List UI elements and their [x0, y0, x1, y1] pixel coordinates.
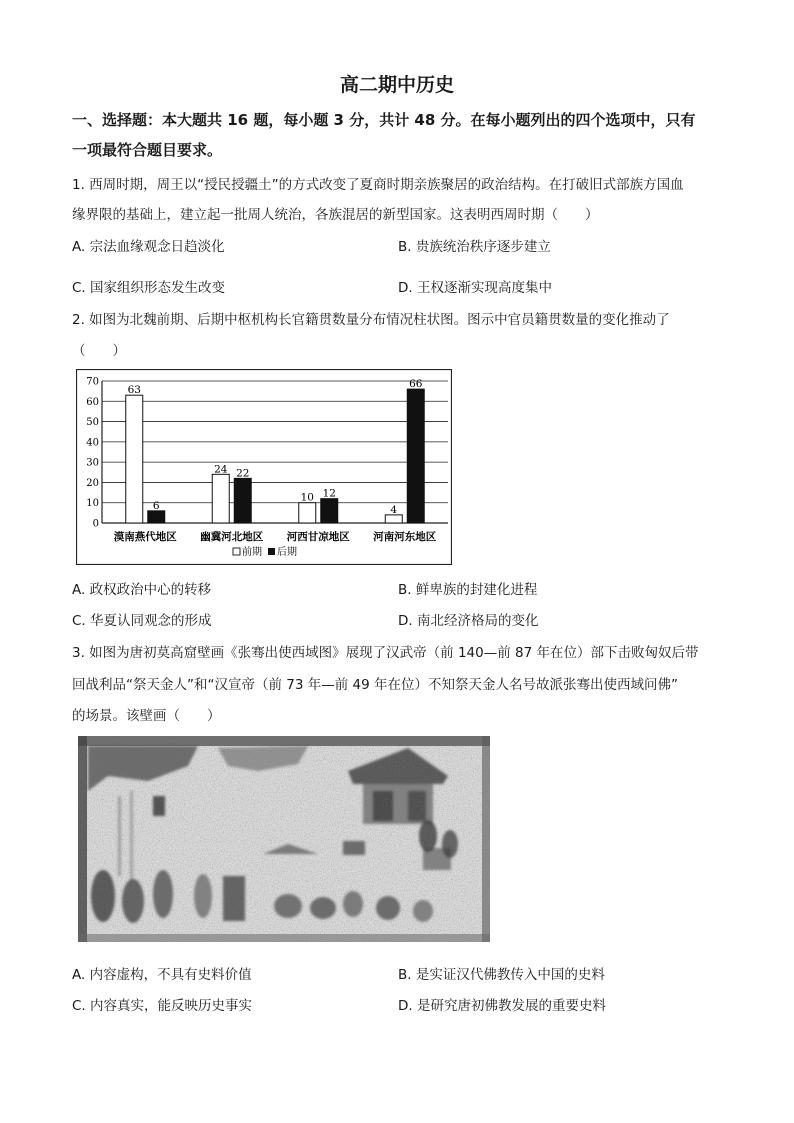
q3-stem-line-3: 的场景。该壁画（ ）	[72, 708, 221, 724]
q3-stem-line-1: 3. 如图为唐初莫高窟壁画《张骞出使西域图》展现了汉武帝（前 140—前 87 年在位）部下击败匈奴后带	[72, 645, 699, 661]
bar-before	[212, 474, 229, 523]
q3-option-a[interactable]: A. 内容虚构，不具有史料价值	[72, 967, 252, 983]
y-tick-label: 20	[86, 477, 99, 489]
bar-value-label: 6	[152, 499, 160, 512]
x-category-label: 河西甘凉地区	[286, 531, 350, 543]
bar-value-label: 10	[300, 491, 314, 504]
x-category-label: 幽冀河北地区	[200, 531, 264, 543]
mural-image	[78, 736, 490, 942]
legend-swatch-before	[233, 548, 240, 555]
page-title: 高二期中历史	[339, 74, 454, 96]
q2-stem-line-1: 2. 如图为北魏前期、后期中枢机构长官籍贯数量分布情况柱状图。图示中官员籍贯数量的变化推动了	[72, 312, 670, 328]
bar-after	[407, 389, 424, 523]
bar-value-label: 12	[322, 487, 336, 500]
q2-option-c[interactable]: C. 华夏认同观念的形成	[72, 613, 212, 629]
y-tick-label: 70	[86, 376, 99, 388]
y-tick-label: 50	[86, 417, 99, 429]
q3-option-d[interactable]: D. 是研究唐初佛教发展的重要史料	[398, 998, 606, 1014]
q2-option-b[interactable]: B. 鲜卑族的封建化进程	[398, 582, 538, 598]
q1-option-d[interactable]: D. 王权逐渐实现高度集中	[398, 280, 552, 296]
q2-option-d[interactable]: D. 南北经济格局的变化	[398, 613, 539, 629]
bar-value-label: 63	[127, 384, 141, 397]
y-tick-label: 40	[86, 437, 99, 449]
bar-before	[299, 503, 316, 523]
q2-stem-line-2: （ ）	[72, 343, 126, 359]
q3-option-c[interactable]: C. 内容真实，能反映历史事实	[72, 998, 253, 1014]
bar-value-label: 22	[236, 467, 250, 480]
q1-option-a[interactable]: A. 宗法血缘观念日趋淡化	[72, 239, 225, 255]
y-tick-label: 10	[86, 498, 99, 510]
bar-value-label: 66	[409, 378, 423, 391]
legend-swatch-after	[268, 548, 275, 555]
bar-chart	[76, 369, 452, 565]
y-tick-label: 30	[86, 457, 99, 469]
q1-stem-line-1: 1. 西周时期，周王以“授民授疆土”的方式改变了夏商时期亲族聚居的政治结构。在打破旧式部族方国血	[72, 177, 684, 193]
x-category-label: 漠南燕代地区	[113, 531, 177, 543]
q2-option-a[interactable]: A. 政权政治中心的转移	[72, 582, 212, 598]
y-tick-label: 0	[92, 518, 99, 530]
bar-after	[234, 478, 251, 523]
q3-stem-line-2: 回战利品“祭天金人”和“汉宣帝（前 73 年—前 49 年在位）不知祭天金人名号故派张骞出使西域问佛”	[72, 677, 678, 693]
y-tick-label: 60	[86, 396, 99, 408]
q3-option-b[interactable]: B. 是实证汉代佛教传入中国的史料	[398, 967, 605, 983]
section-header-line-2: 一项最符合题目要求。	[72, 141, 223, 159]
bar-value-label: 4	[390, 503, 398, 516]
q1-option-b[interactable]: B. 贵族统治秩序逐步建立	[398, 239, 551, 255]
q1-option-c[interactable]: C. 国家组织形态发生改变	[72, 280, 226, 296]
bar-before	[126, 395, 143, 523]
x-category-label: 河南河东地区	[373, 531, 437, 543]
bar-after	[321, 499, 338, 523]
legend-label-after: 后期	[277, 547, 297, 558]
bar-before	[385, 515, 402, 523]
legend-label-before: 前期	[242, 547, 262, 558]
q1-stem-line-2: 缘界限的基础上，建立起一批周人统治，各族混居的新型国家。这表明西周时期（ ）	[72, 207, 599, 223]
section-header-line-1: 一、选择题：本大题共 16 题，每小题 3 分，共计 48 分。在每小题列出的四个选项中，只有	[72, 111, 696, 129]
bar-value-label: 24	[214, 463, 228, 476]
bar-after	[148, 511, 165, 523]
